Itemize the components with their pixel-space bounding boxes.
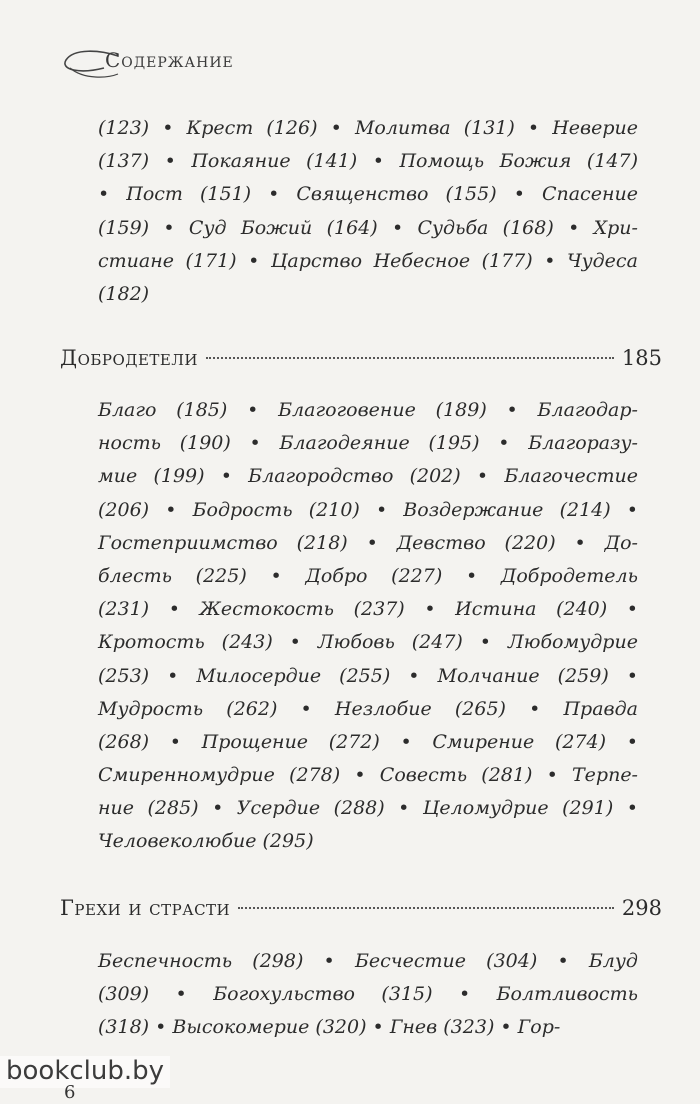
toc-entry-word[interactable]: Благочестие	[504, 465, 638, 488]
bullet-separator: •	[465, 564, 478, 587]
bullet-separator: •	[500, 1016, 512, 1039]
bullet-separator: •	[300, 697, 312, 720]
toc-section-title: Добродетели	[60, 346, 198, 370]
toc-entry-word[interactable]: Человеколюбие	[98, 830, 257, 853]
bullet-separator: •	[163, 216, 175, 239]
toc-entry-word[interactable]: Любомудрие	[507, 631, 638, 654]
bullet-separator: •	[167, 664, 179, 687]
toc-entry-word[interactable]: Терпе-	[572, 764, 638, 787]
toc-entry-line	[98, 1011, 638, 1044]
toc-entry-word[interactable]: Небесное	[373, 249, 471, 272]
bullet-separator: •	[574, 531, 586, 554]
toc-entry-word[interactable]: Правда	[563, 697, 638, 720]
toc-entry-word[interactable]: Пост	[126, 183, 183, 206]
bullet-separator: •	[270, 564, 282, 587]
toc-entry-word[interactable]: (182)	[98, 282, 150, 305]
bullet-separator: •	[268, 183, 280, 206]
bullet-separator: •	[527, 117, 540, 139]
bullet-separator: •	[546, 764, 558, 787]
bullet-separator: •	[323, 950, 335, 972]
dot-leader	[206, 357, 614, 359]
toc-entry-word[interactable]: (255)	[339, 664, 391, 687]
toc-entry-word[interactable]: (177)	[481, 249, 533, 272]
bullet-separator: •	[162, 117, 174, 139]
toc-entry-word[interactable]: (278)	[289, 764, 341, 787]
toc-entry-line	[98, 460, 638, 493]
bullet-separator: •	[529, 697, 541, 720]
toc-entry-word[interactable]: (272)	[328, 730, 380, 753]
toc-entry-word[interactable]: Спасение	[541, 183, 638, 206]
bullet-separator: •	[408, 664, 420, 687]
bullet-separator: •	[175, 983, 187, 1006]
toc-entry-line	[98, 112, 638, 145]
running-header-title: Содержание	[105, 48, 234, 72]
toc-entry-word[interactable]: (171)	[185, 249, 237, 272]
toc-section-sins[interactable]	[60, 896, 662, 930]
bullet-separator: •	[155, 1016, 167, 1039]
toc-entry-word[interactable]: (168)	[502, 216, 554, 239]
toc-entry-word[interactable]: (291)	[562, 797, 614, 820]
bullet-separator: •	[626, 498, 638, 521]
toc-entry-word[interactable]: (214)	[559, 498, 611, 521]
bullet-separator: •	[248, 249, 260, 272]
toc-entry-word[interactable]: Гор-	[517, 1016, 561, 1039]
toc-entry-word[interactable]: (159)	[98, 216, 150, 239]
toc-entry-line	[98, 212, 638, 245]
bullet-separator: •	[544, 249, 556, 272]
toc-section-virtues[interactable]	[60, 346, 662, 380]
toc-entry-list-intro	[98, 112, 638, 311]
toc-entry-word[interactable]: Благородство	[248, 465, 394, 488]
toc-entry-word[interactable]: (295)	[262, 830, 314, 853]
toc-entry-word[interactable]: Богохульство	[213, 983, 355, 1006]
bullet-separator: •	[372, 150, 384, 173]
toc-entry-word[interactable]: (247)	[411, 631, 463, 654]
toc-entry-list-virtues	[98, 394, 638, 859]
bullet-separator: •	[626, 797, 638, 820]
toc-entry-line	[98, 145, 638, 178]
toc-entry-word[interactable]: блесть	[98, 564, 172, 587]
toc-entry-word[interactable]: Милосердие	[196, 664, 322, 687]
toc-entry-word[interactable]: (304)	[486, 950, 538, 972]
toc-entry-line	[98, 660, 638, 693]
toc-entry-word[interactable]: Истина	[455, 598, 537, 621]
toc-entry-word[interactable]: (123)	[98, 117, 150, 139]
toc-entry-word[interactable]: Целомудрие	[422, 797, 549, 820]
toc-entry-word[interactable]: Благодеяние	[279, 432, 410, 455]
toc-entry-word[interactable]: Благоговение	[278, 399, 416, 421]
toc-entry-line	[98, 178, 638, 211]
toc-entry-word[interactable]: (253)	[98, 664, 150, 687]
toc-entry-word[interactable]: Покаяние	[191, 150, 291, 173]
toc-entry-line	[98, 693, 638, 726]
page-number: 6	[64, 1082, 76, 1103]
toc-entry-word[interactable]: (155)	[445, 183, 497, 206]
toc-entry-word[interactable]: (185)	[176, 399, 228, 421]
bullet-separator: •	[506, 399, 518, 421]
toc-entry-word[interactable]: Прощение	[201, 730, 309, 753]
toc-section-title: Грехи и страсти	[60, 896, 231, 920]
toc-entry-word[interactable]: Божия	[499, 150, 572, 173]
toc-entry-word[interactable]: (323)	[443, 1016, 495, 1039]
bullet-separator: •	[513, 183, 525, 206]
toc-entry-word[interactable]: (240)	[556, 598, 608, 621]
toc-entry-line	[98, 278, 638, 311]
toc-entry-word[interactable]: мие	[98, 465, 138, 488]
toc-entry-word[interactable]: (141)	[306, 150, 358, 173]
toc-entry-line	[98, 759, 638, 792]
toc-entry-word[interactable]: (274)	[554, 730, 607, 753]
bullet-separator: •	[165, 498, 177, 521]
toc-entry-word[interactable]: (190)	[179, 432, 231, 455]
toc-entry-word[interactable]: стиане	[98, 249, 174, 272]
toc-entry-word[interactable]: Жестокость	[199, 598, 335, 621]
toc-entry-word[interactable]: Помощь	[399, 150, 485, 173]
bullet-separator: •	[557, 950, 569, 972]
toc-entry-word[interactable]: Суд	[188, 216, 227, 239]
bullet-separator: •	[391, 216, 404, 239]
toc-entry-word[interactable]: (285)	[147, 797, 199, 820]
bullet-separator: •	[354, 764, 366, 787]
toc-entry-word[interactable]: Мудрость	[98, 697, 204, 720]
toc-entry-line	[98, 527, 638, 560]
bullet-separator: •	[247, 399, 259, 421]
toc-entry-word[interactable]: (206)	[98, 498, 150, 521]
toc-entry-word[interactable]: Воздержание	[403, 498, 544, 521]
toc-entry-word[interactable]: (195)	[428, 432, 480, 455]
toc-entry-word[interactable]: (265)	[454, 697, 506, 720]
bullet-separator: •	[424, 598, 436, 621]
toc-entry-word[interactable]: Добродетель	[500, 564, 638, 587]
toc-entry-word[interactable]: Молчание	[437, 664, 540, 687]
toc-entry-line	[98, 245, 638, 278]
toc-entry-line	[98, 427, 638, 460]
running-header	[60, 38, 300, 88]
bullet-separator: •	[626, 730, 638, 753]
toc-entry-word[interactable]: (164)	[326, 216, 378, 239]
toc-entry-word[interactable]: Болтливость	[496, 983, 638, 1006]
toc-entry-list-sins	[98, 945, 638, 1045]
toc-entry-word[interactable]: (281)	[481, 764, 533, 787]
bullet-separator: •	[164, 150, 176, 173]
toc-entry-word[interactable]: (199)	[153, 465, 205, 488]
toc-entry-word[interactable]: (220)	[504, 531, 556, 554]
bullet-separator: •	[498, 432, 510, 455]
toc-entry-word[interactable]: Благо	[98, 399, 157, 421]
toc-entry-word[interactable]: (237)	[353, 598, 405, 621]
toc-entry-word[interactable]: Блуд	[588, 950, 638, 972]
toc-entry-word[interactable]: Кротость	[98, 631, 205, 654]
bullet-separator: •	[372, 1016, 384, 1039]
toc-entry-word[interactable]: (137)	[98, 150, 150, 173]
toc-entry-line	[98, 825, 638, 858]
bullet-separator: •	[220, 465, 232, 488]
toc-entry-word[interactable]: (320)	[315, 1016, 367, 1039]
toc-entry-word[interactable]: Неверие	[552, 117, 638, 139]
toc-entry-word[interactable]: (262)	[226, 697, 278, 720]
toc-entry-word[interactable]: Беспечность	[98, 950, 233, 972]
watermark: bookclub.by	[0, 1056, 170, 1088]
bullet-separator: •	[458, 983, 471, 1006]
toc-entry-word[interactable]: (131)	[463, 117, 515, 139]
toc-entry-word[interactable]: (147)	[586, 150, 638, 173]
toc-entry-word[interactable]: (151)	[199, 183, 252, 206]
toc-entry-word[interactable]: (126)	[266, 117, 318, 139]
bullet-separator: •	[289, 631, 301, 654]
bullet-separator: •	[212, 797, 224, 820]
toc-entry-word[interactable]: Царство	[270, 249, 363, 272]
toc-entry-line	[98, 726, 638, 759]
bullet-separator: •	[398, 797, 410, 820]
toc-entry-word[interactable]: Любовь	[317, 631, 395, 654]
toc-entry-word[interactable]: (225)	[195, 564, 247, 587]
bullet-separator: •	[169, 730, 181, 753]
bullet-separator: •	[249, 432, 261, 455]
toc-entry-word[interactable]: Бесчестие	[354, 950, 466, 972]
toc-entry-word[interactable]: Молитва	[354, 117, 451, 139]
toc-entry-word[interactable]: Хри-	[593, 216, 638, 239]
bullet-separator: •	[330, 117, 342, 139]
toc-entry-word[interactable]: (189)	[435, 399, 487, 421]
toc-entry-word[interactable]: Благоразу-	[528, 432, 638, 455]
toc-entry-line	[98, 560, 638, 593]
bullet-separator: •	[98, 183, 110, 206]
toc-section-page: 298	[621, 896, 662, 920]
toc-entry-word[interactable]: Незлобие	[334, 697, 432, 720]
bullet-separator: •	[366, 531, 378, 554]
bullet-separator: •	[626, 598, 638, 621]
toc-entry-line	[98, 394, 638, 427]
toc-entry-word[interactable]: Совесть	[379, 764, 468, 787]
toc-entry-word[interactable]: ние	[98, 797, 134, 820]
toc-entry-word[interactable]: Бодрость	[192, 498, 293, 521]
toc-entry-line	[98, 593, 638, 626]
toc-entry-line	[98, 978, 638, 1011]
toc-entry-word[interactable]: (243)	[221, 631, 273, 654]
bullet-separator: •	[626, 664, 638, 687]
toc-entry-word[interactable]: (227)	[391, 564, 443, 587]
toc-entry-word[interactable]: Девство	[396, 531, 486, 554]
toc-entry-word[interactable]: (315)	[381, 983, 433, 1006]
toc-entry-word[interactable]: (202)	[409, 465, 461, 488]
bullet-separator: •	[400, 730, 412, 753]
toc-entry-line	[98, 792, 638, 825]
toc-entry-line	[98, 626, 638, 659]
bullet-separator: •	[168, 598, 180, 621]
dot-leader	[238, 907, 614, 909]
toc-entry-word[interactable]: Смиренномудрие	[98, 764, 275, 787]
toc-entry-word[interactable]: (218)	[296, 531, 348, 554]
toc-entry-word[interactable]: Крест	[186, 117, 254, 139]
bullet-separator: •	[375, 498, 388, 521]
toc-entry-word[interactable]: (318)	[98, 1016, 150, 1039]
toc-entry-line	[98, 945, 638, 978]
toc-entry-line	[98, 494, 638, 527]
toc-entry-word[interactable]: (298)	[252, 950, 304, 972]
bullet-separator: •	[568, 216, 580, 239]
toc-entry-word[interactable]: Высокомерие	[172, 1016, 310, 1039]
toc-entry-word[interactable]: Божий	[240, 216, 313, 239]
toc-entry-word[interactable]: Усердие	[236, 797, 321, 820]
toc-entry-word[interactable]: (231)	[98, 598, 150, 621]
toc-entry-word[interactable]: Судьба	[417, 216, 489, 239]
toc-entry-word[interactable]: Добро	[305, 564, 368, 587]
toc-entry-word[interactable]: (210)	[308, 498, 360, 521]
toc-entry-word[interactable]: Благодар-	[537, 399, 638, 421]
bullet-separator: •	[476, 465, 489, 488]
toc-entry-word[interactable]: Священство	[296, 183, 429, 206]
toc-entry-word[interactable]: (288)	[333, 797, 385, 820]
toc-entry-word[interactable]: Гнев	[389, 1016, 438, 1039]
toc-entry-word[interactable]: До-	[604, 531, 638, 554]
toc-entry-word[interactable]: (259)	[557, 664, 609, 687]
toc-entry-word[interactable]: Смирение	[432, 730, 535, 753]
toc-entry-word[interactable]: (309)	[98, 983, 150, 1006]
toc-entry-word[interactable]: Гостеприимство	[98, 531, 278, 554]
toc-entry-word[interactable]: Чудеса	[566, 249, 638, 272]
toc-entry-word[interactable]: ность	[98, 432, 161, 455]
toc-section-page: 185	[621, 346, 662, 370]
bullet-separator: •	[479, 631, 491, 654]
toc-entry-word[interactable]: (268)	[98, 730, 150, 753]
